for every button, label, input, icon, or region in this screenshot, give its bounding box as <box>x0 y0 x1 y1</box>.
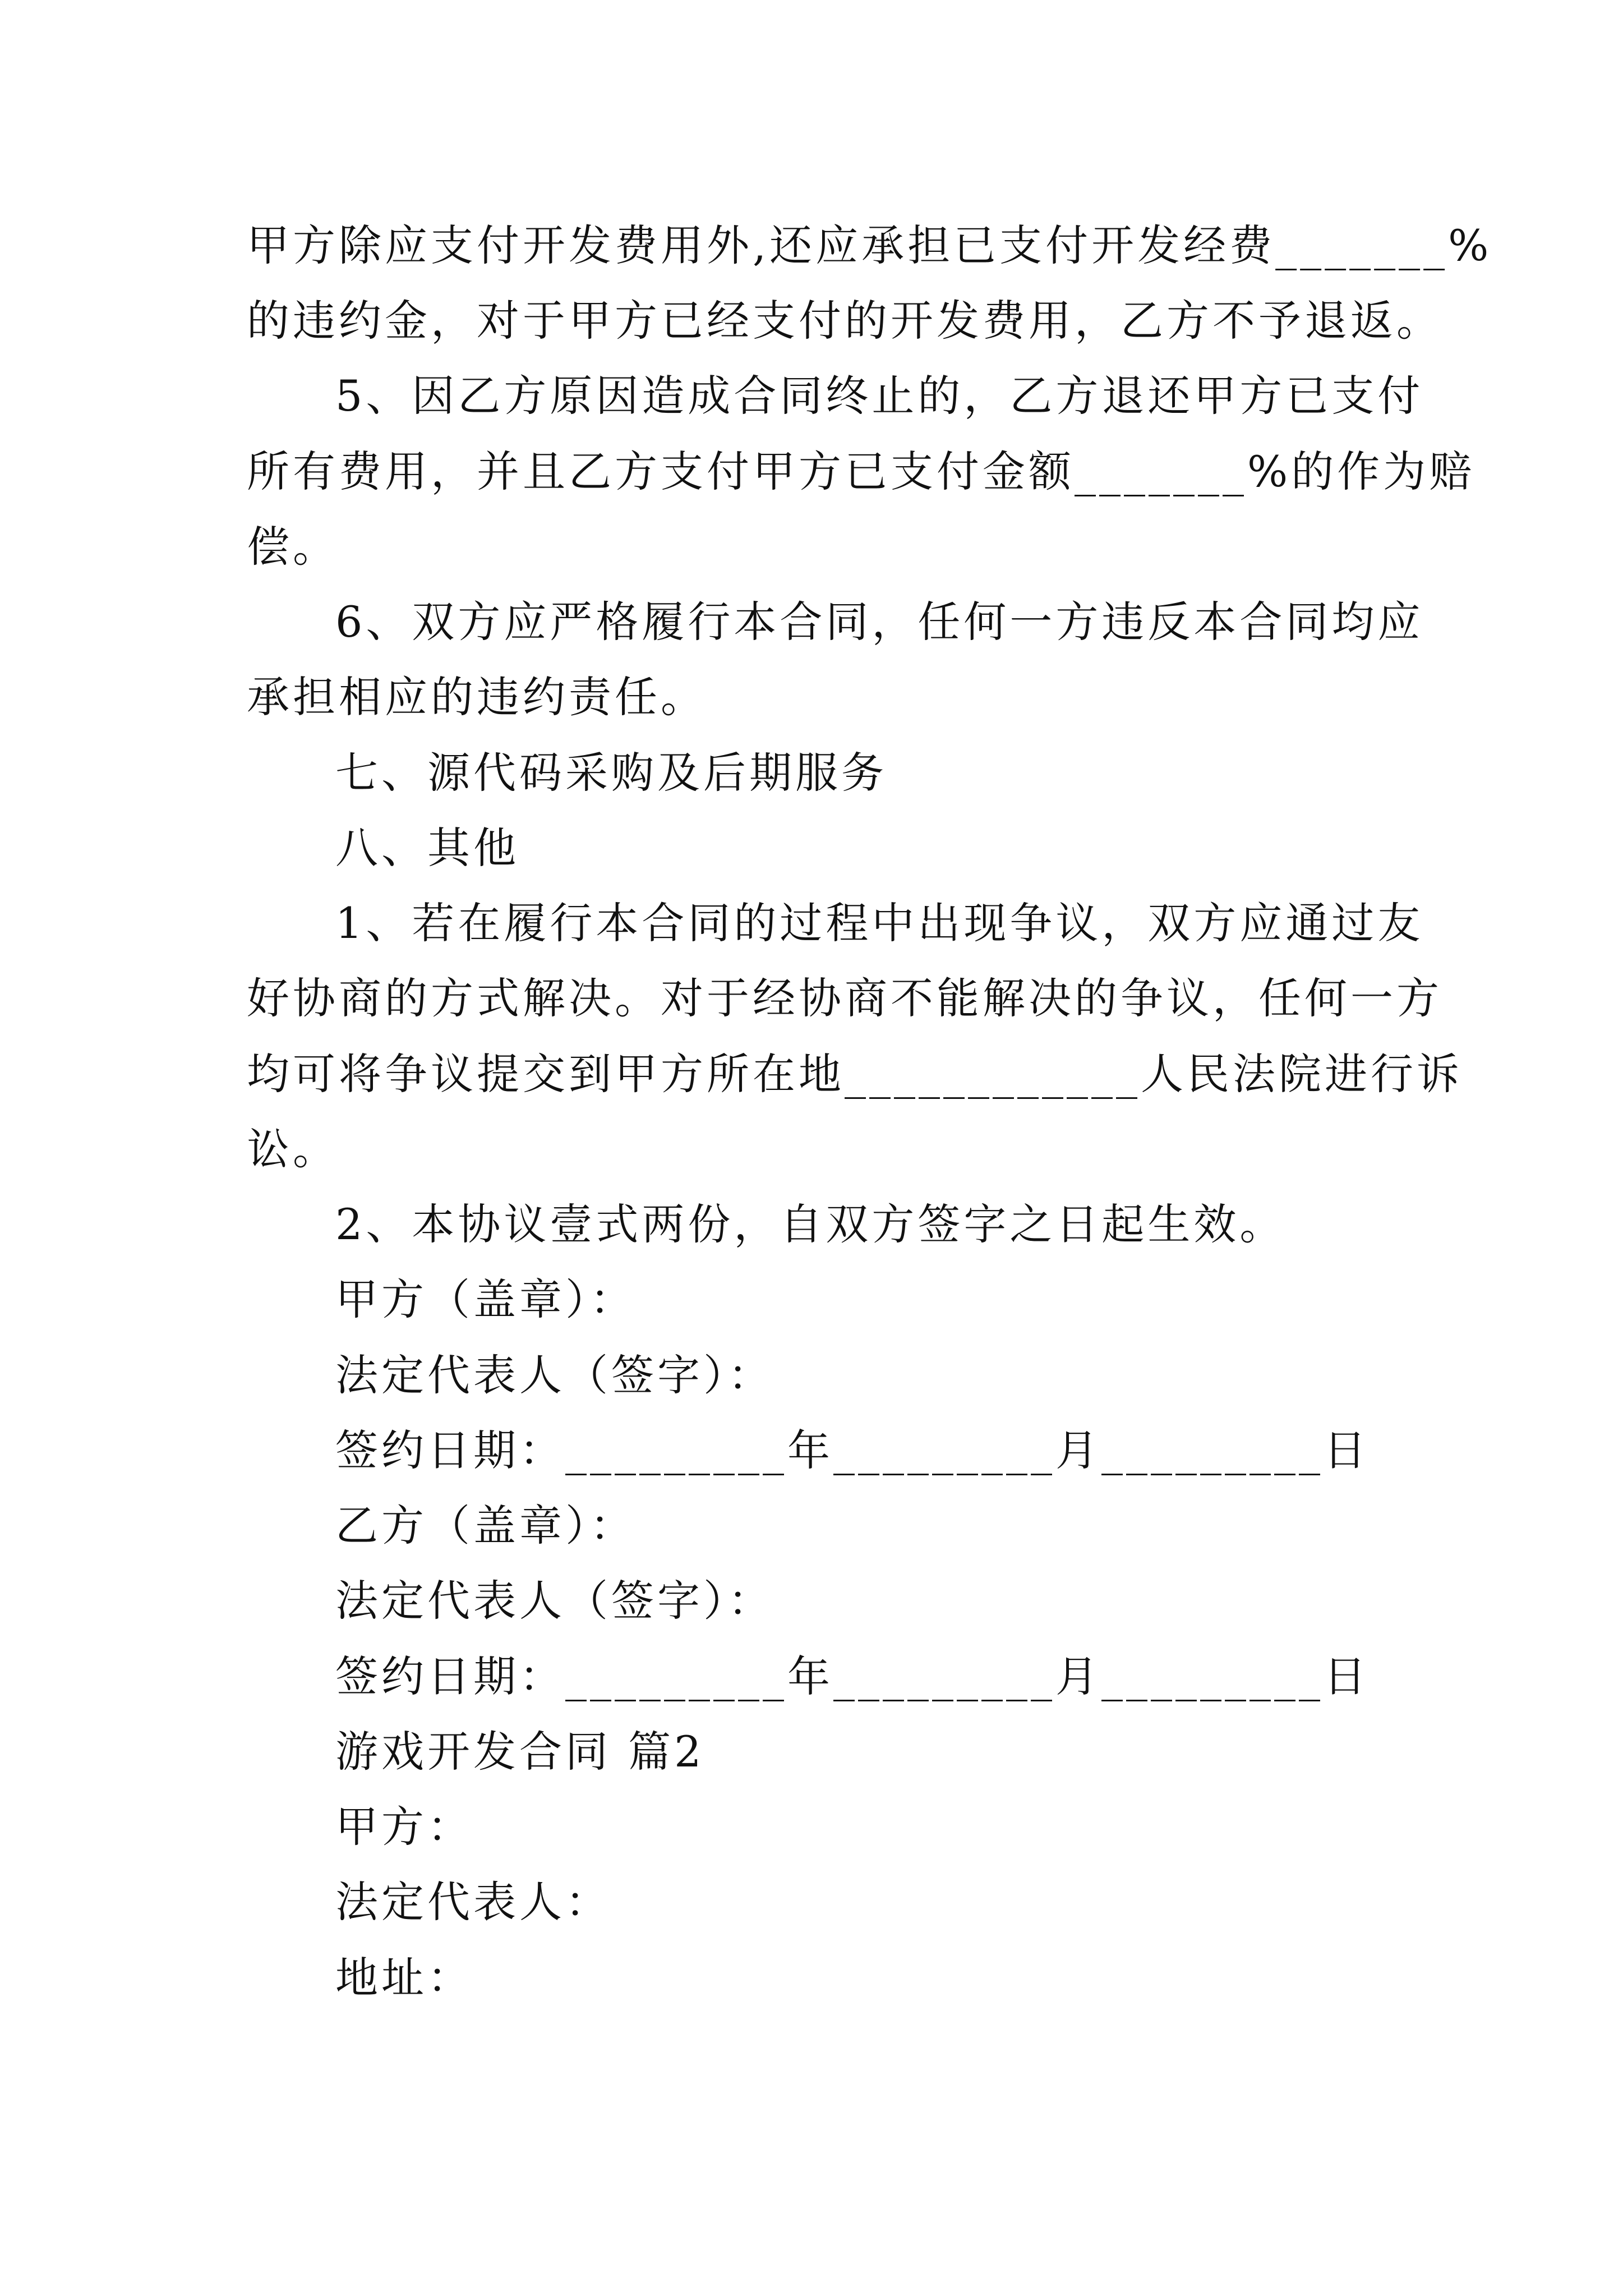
signature-field: 甲方（盖章）： <box>335 1274 636 1324</box>
section-heading: 八、其他 <box>335 823 519 873</box>
text-line: 承担相应的违约责任。 <box>247 672 707 722</box>
text-line: 均可将争议提交到甲方所在地____________人民法院进行诉 <box>247 1049 1463 1099</box>
text-line: 2、本协议壹式两份，自双方签字之日起生效。 <box>335 1199 1286 1249</box>
text-line: 5、因乙方原因造成合同终止的，乙方退还甲方已支付 <box>335 371 1424 421</box>
text-line: 的违约金，对于甲方已经支付的开发费用，乙方不予退返。 <box>247 296 1442 346</box>
signature-field: 乙方（盖章）： <box>335 1501 636 1550</box>
date-field: 签约日期：_________年_________月_________日 <box>335 1425 1370 1475</box>
signature-field: 法定代表人（签字）： <box>335 1350 774 1400</box>
party-field: 地址： <box>335 1953 473 2003</box>
text-line: 所有费用，并且乙方支付甲方已支付金额_______%的作为赔 <box>247 447 1476 496</box>
date-field: 签约日期：_________年_________月_________日 <box>335 1651 1370 1701</box>
text-line: 讼。 <box>247 1124 339 1174</box>
text-line: 6、双方应严格履行本合同，任何一方违反本合同均应 <box>335 597 1424 647</box>
section-heading: 七、源代码采购及后期服务 <box>335 748 887 798</box>
text-line: 偿。 <box>247 522 339 572</box>
text-line: 甲方除应支付开发费用外,还应承担已支付开发经费_______% <box>247 220 1492 270</box>
party-field: 法定代表人： <box>335 1877 611 1927</box>
document-title: 游戏开发合同 篇2 <box>335 1727 705 1777</box>
party-field: 甲方： <box>335 1802 473 1852</box>
text-line: 1、若在履行本合同的过程中出现争议，双方应通过友 <box>335 898 1424 948</box>
text-line: 好协商的方式解决。对于经协商不能解决的争议，任何一方 <box>247 973 1442 1023</box>
signature-field: 法定代表人（签字）： <box>335 1576 774 1626</box>
